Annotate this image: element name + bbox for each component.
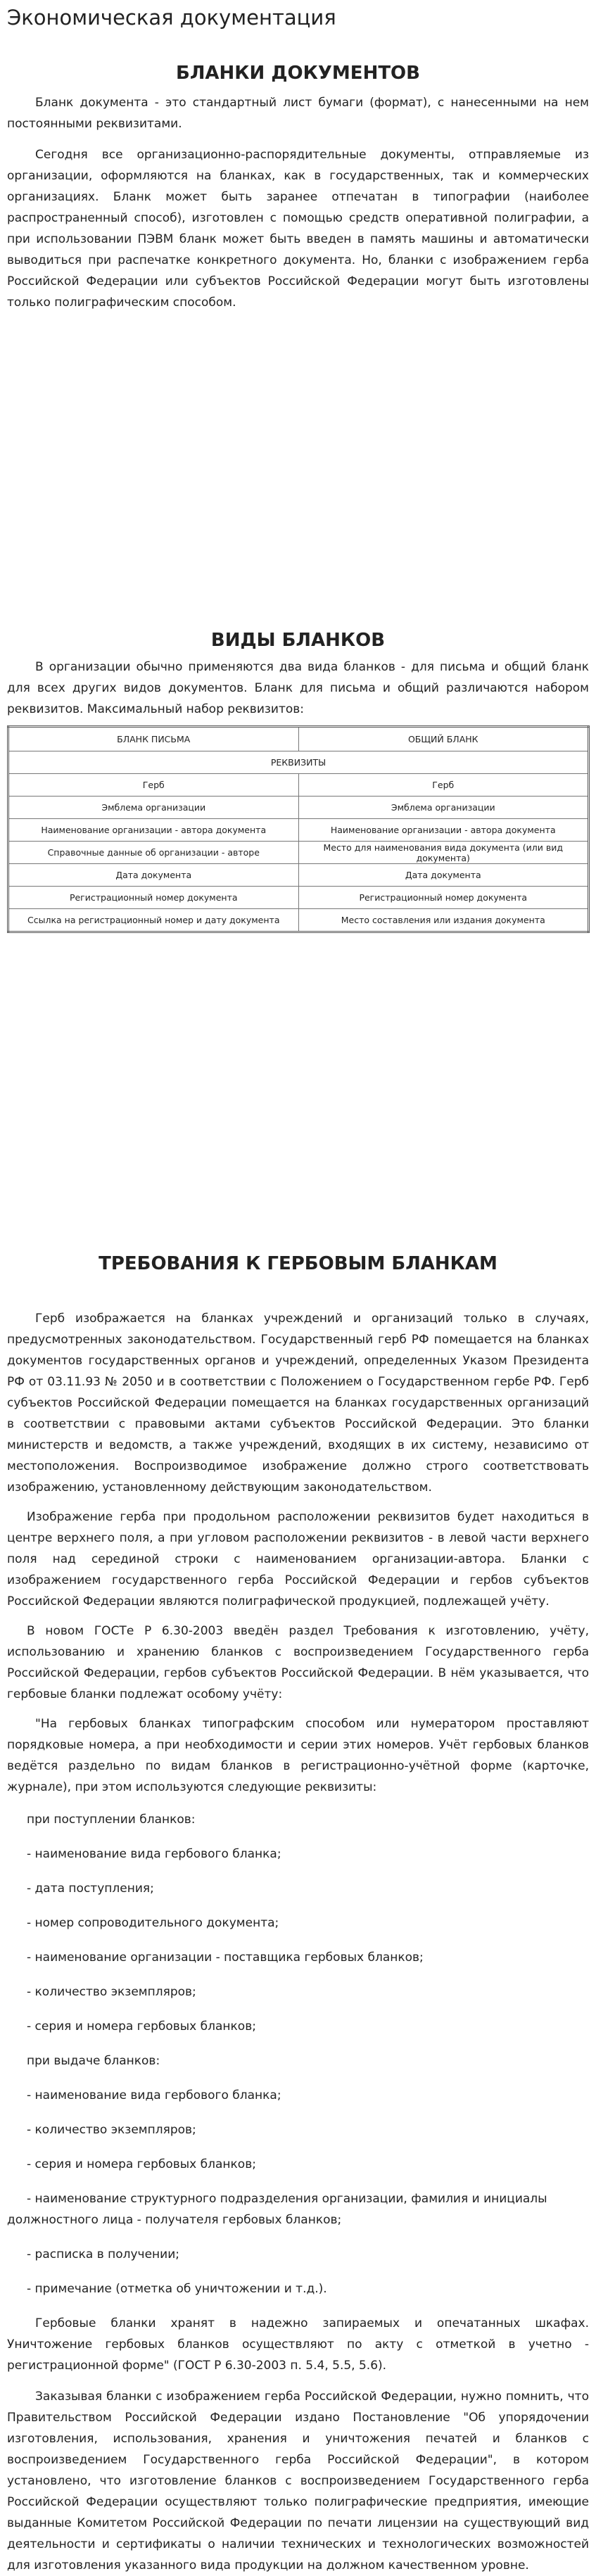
paragraph: Заказывая бланки с изображением герба Российской Федерации, нужно помнить, что Правительством Российской Федерации издано Постановление "Об упорядочении изготовления, использования, хранения и уничтожения печатей и бланков с воспроизведением Государственного герба Российской Федерации", в котором установлено, что изготовление бланков с воспроизведением Государственного герба Российской Федерации осуществляют только полиграфические предприятия, имеющие выданные Комитетом Российской Федерации по печати лицензии на существующий вид деятельности и сертификаты о наличии технических и технологических возможностей для изготовления указанного вида продукции на должном качественном уровне. xyxy=(7,2390,589,2572)
paragraph: В организации обычно применяются два вида бланков - для письма и общий бланк для всех других видов документов. Бланк для письма и общий различаются набором реквизитов. Максимальный набор реквизитов: xyxy=(7,660,589,716)
document-body xyxy=(0,30,596,2576)
section-heading-types: ВИДЫ БЛАНКОВ xyxy=(210,630,386,651)
list-item: - наименование вида гербового бланка; xyxy=(27,2088,281,2102)
list-item: - серия и номера гербовых бланков; xyxy=(27,2019,256,2033)
table-row xyxy=(8,887,589,909)
table-header-letter: БЛАНК ПИСЬМА xyxy=(8,727,299,751)
table-cell: Эмблема организации xyxy=(8,797,299,819)
table-cell: Наименование организации - автора документа xyxy=(298,819,589,842)
table-row xyxy=(8,819,589,842)
table-row xyxy=(8,774,589,797)
paragraph: "На гербовых бланках типографским способом или нумератором проставляют порядковые номера, а при необходимости и серии этих номеров. Учёт гербовых бланков ведётся раздельно по видам бланков в регистрационно-учётной форме (карточке, журнале), при этом используются следующие реквизиты: xyxy=(7,1717,589,1794)
site-title: Экономическая документация xyxy=(7,6,336,30)
list-item: - серия и номера гербовых бланков; xyxy=(27,2157,256,2171)
table-cell: Ссылка на регистрационный номер и дату документа xyxy=(8,909,299,932)
table-cell: Место составления или издания документа xyxy=(298,909,589,932)
table-cell: Герб xyxy=(8,774,299,797)
requisites-table xyxy=(7,725,590,933)
table-cell: Наименование организации - автора документа xyxy=(8,819,299,842)
list-item: - расписка в получении; xyxy=(27,2247,179,2261)
list-item: - количество экземпляров; xyxy=(27,1985,196,1999)
list-item: - дата поступления; xyxy=(27,1882,154,1896)
list-item: при поступлении бланков: xyxy=(27,1813,196,1827)
table-cell: Регистрационный номер документа xyxy=(8,887,299,909)
list-item: - наименование вида гербового бланка; xyxy=(27,1847,281,1861)
list-item: при выдаче бланков: xyxy=(27,2054,160,2068)
table-cell: Дата документа xyxy=(8,864,299,887)
paragraph: Бланк документа - это стандартный лист бумаги (формат), с нанесенными на нем постоянными реквизитами. xyxy=(7,96,589,131)
table-row xyxy=(8,864,589,887)
list-item: - наименование организации - поставщика гербовых бланков; xyxy=(27,1950,424,1965)
paragraph: Герб изображается на бланках учреждений и организаций только в случаях, предусмотренных законодательством. Государственный герб РФ помещается на бланках документов государственных органов и учреждений, определенных Указом Президента РФ от 03.11.93 № 2050 и в соответствии с Положением о Государственном гербе РФ. Герб субъектов Российской Федерации помещается на бланках государственных организаций в соответствии с правовыми актами субъектов Российской Федерации. Это бланки министерств и ведомств, а также учреждений, входящих в их систему, независимо от местоположения. Воспроизводимое изображение должно строго соответствовать изображению, установленному действующим законодательством. xyxy=(7,1312,589,1495)
paragraph: Сегодня все организационно-распорядительные документы, отправляемые из организации, оформляются на бланках, как в государственных, так и коммерческих организациях. Бланк может быть заранее отпечатан в типографии (наиболее распространенный способ), изготовлен с помощью средств оперативной полиграфии, а при использовании ПЭВМ бланк может быть введен в память машины и автоматически выводиться при распечатке конкретного документа. Но, бланки с изображением герба Российской Федерации или субъектов Российской Федерации могут быть изготовлены только полиграфическим способом. xyxy=(7,148,589,310)
table-cell: Дата документа xyxy=(298,864,589,887)
table-cell: Место для наименования вида документа (или вид документа) xyxy=(298,842,589,864)
table-row xyxy=(8,909,589,932)
table-span-header: РЕКВИЗИТЫ xyxy=(8,751,589,774)
table-cell: Справочные данные об организации - авторе xyxy=(8,842,299,864)
table-cell: Герб xyxy=(298,774,589,797)
paragraph: В новом ГОСТе Р 6.30-2003 введён раздел Требования к изготовлению, учёту, использованию и хранению бланков с воспроизведением Государственного герба Российской Федерации, гербов субъектов Российской Федерации. В нём указывается, что гербовые бланки подлежат особому учёту: xyxy=(7,1624,589,1701)
list-item: - номер сопроводительного документа; xyxy=(27,1916,279,1930)
paragraph: Гербовые бланки хранят в надежно запираемых и опечатанных шкафах. Уничтожение гербовых бланков осуществляют по акту с отметкой в учетно - регистрационной форме" (ГОСТ Р 6.30-2003 п. 5.4, 5.5, 5.6). xyxy=(7,2316,589,2373)
table-row xyxy=(8,842,589,864)
table-header-general: ОБЩИЙ БЛАНК xyxy=(298,727,589,751)
section-heading-requirements: ТРЕБОВАНИЯ К ГЕРБОВЫМ БЛАНКАМ xyxy=(99,1253,497,1274)
list-item: - количество экземпляров; xyxy=(27,2123,196,2137)
section-heading-blanks: БЛАНКИ ДОКУМЕНТОВ xyxy=(176,63,420,84)
list-item: - примечание (отметка об уничтожении и т.д.). xyxy=(27,2282,327,2296)
table-row xyxy=(8,797,589,819)
table-cell: Эмблема организации xyxy=(298,797,589,819)
paragraph: Изображение герба при продольном расположении реквизитов будет находиться в центре верхнего поля, а при угловом расположении реквизитов - в левой части верхнего поля над серединой строки с наименованием организации-автора. Бланки с изображением государственного герба Российской Федерации и гербов субъектов Российской Федерации являются полиграфической продукцией, подлежащей учёту. xyxy=(7,1510,589,1609)
list-item: - наименование структурного подразделения организации, фамилия и инициалы должностного лица - получателя гербовых бланков; xyxy=(7,2192,547,2227)
table-cell: Регистрационный номер документа xyxy=(298,887,589,909)
